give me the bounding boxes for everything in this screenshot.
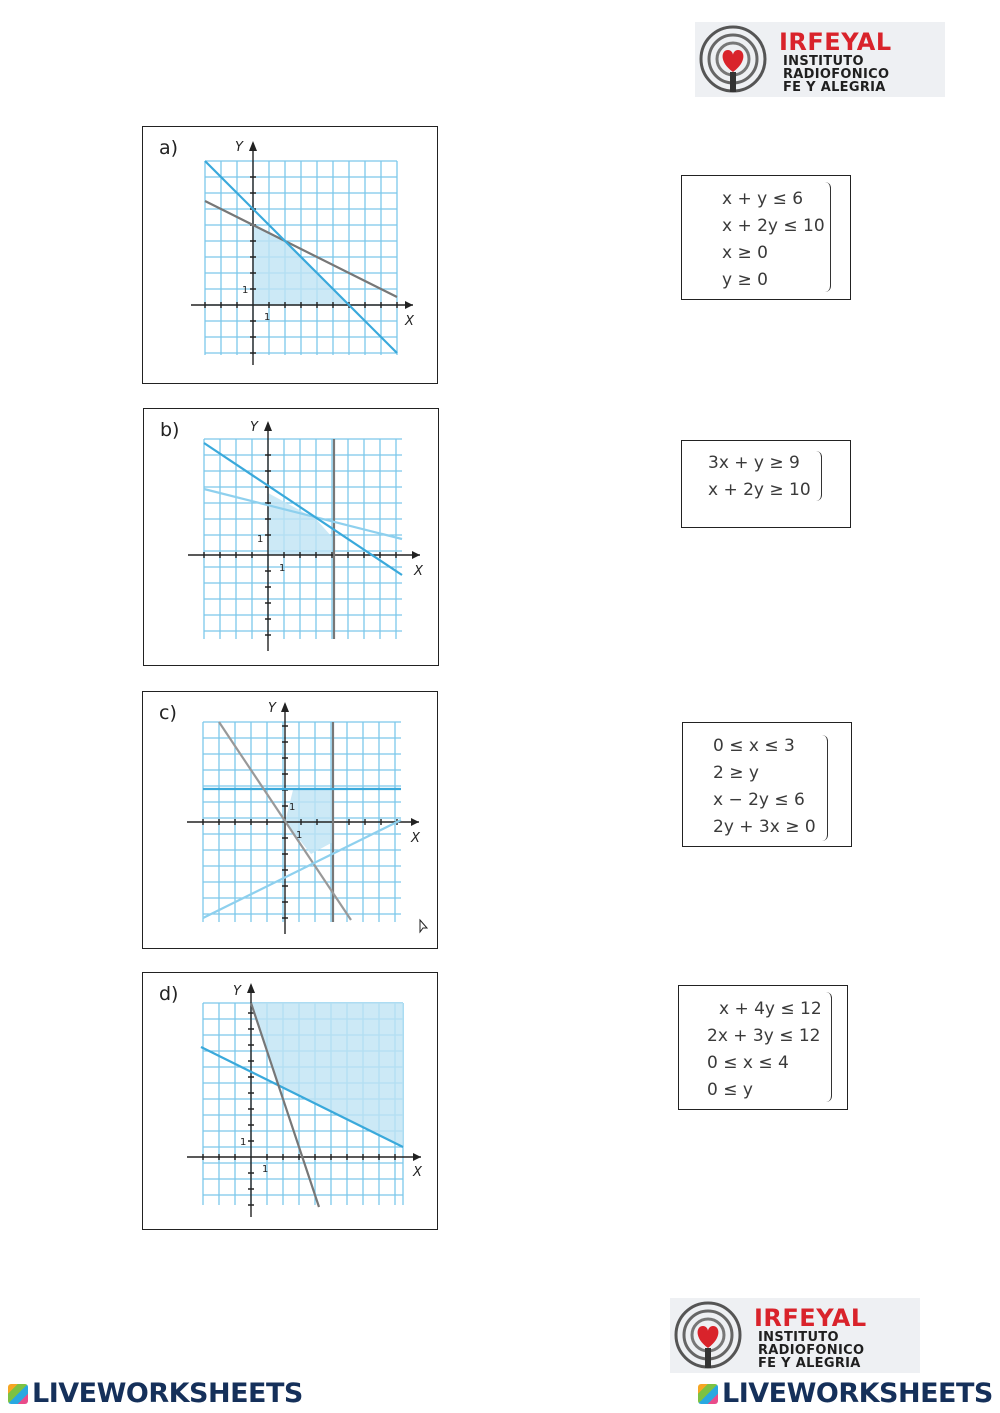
inequality: y ≥ 0 (722, 270, 768, 290)
irfeyal-logo-bottom (670, 1298, 920, 1373)
tick-y-label: 1 (240, 1137, 247, 1148)
inequality: x + 2y ≤ 10 (722, 216, 825, 236)
graph-a-svg (143, 127, 439, 385)
graph-b-svg (144, 409, 440, 667)
tick-x-label: 1 (279, 563, 286, 574)
graph-d-svg (143, 973, 439, 1231)
brace (815, 451, 822, 501)
graph-panel-b (143, 408, 439, 666)
logo-line-3: FE Y ALEGRIA (758, 1356, 861, 1371)
tick-x-label: 1 (264, 312, 271, 323)
axis-x-label: X (405, 314, 414, 329)
inequality: x ≥ 0 (722, 243, 768, 263)
logo-line-1: INSTITUTO (783, 54, 864, 69)
tick-x-label: 1 (262, 1164, 269, 1175)
brace (824, 182, 831, 292)
panel-label: d) (159, 983, 179, 1005)
axis-y-label: Y (250, 420, 258, 435)
cursor-icon (420, 920, 427, 932)
inequality: x + 2y ≥ 10 (708, 480, 811, 500)
inequality: 0 ≤ y (707, 1080, 753, 1100)
inequality: 2y + 3x ≥ 0 (713, 817, 816, 837)
graph-panel-c (142, 691, 438, 949)
axis-y-label: Y (268, 701, 276, 716)
feasible-region (251, 1003, 403, 1147)
axis-x-label: X (413, 1165, 422, 1180)
system-box-1[interactable] (681, 175, 851, 300)
system-box-2[interactable] (681, 440, 851, 528)
irfeyal-logo-top (695, 22, 945, 97)
panel-label: c) (159, 702, 177, 724)
footer-text: LIVEWORKSHEETS (32, 1378, 303, 1409)
inequality: 2 ≥ y (713, 763, 759, 783)
inequality: x − 2y ≤ 6 (713, 790, 805, 810)
system-box-4[interactable] (678, 985, 848, 1110)
inequality: 2x + 3y ≤ 12 (707, 1026, 821, 1046)
logo-line-2: RADIOFONICO (758, 1343, 865, 1358)
inequality: x + 4y ≤ 12 (719, 999, 822, 1019)
axis-y-label: Y (233, 984, 241, 999)
graph-panel-a (142, 126, 438, 384)
inequality: 0 ≤ x ≤ 4 (707, 1053, 789, 1073)
panel-label: b) (160, 419, 180, 441)
tick-y-label: 1 (289, 802, 296, 813)
axis-x-label: X (414, 564, 423, 579)
inequality: 0 ≤ x ≤ 3 (713, 736, 795, 756)
logo-line-1: INSTITUTO (758, 1330, 839, 1345)
liveworksheets-logo-icon (698, 1384, 718, 1404)
axis-y-label: Y (235, 140, 243, 155)
brace (825, 992, 832, 1102)
logo-line-3: FE Y ALEGRIA (783, 80, 886, 95)
radio-logo-icon (695, 22, 775, 97)
footer-liveworksheets-left (8, 1378, 303, 1409)
axis-x-label: X (411, 831, 420, 846)
liveworksheets-logo-icon (8, 1384, 28, 1404)
tick-y-label: 1 (257, 534, 264, 545)
tick-x-label: 1 (296, 830, 303, 841)
inequality: x + y ≤ 6 (722, 189, 804, 209)
axes (191, 143, 413, 365)
logo-brand: IRFEYAL (779, 28, 892, 56)
graph-c-svg (143, 692, 439, 950)
footer-liveworksheets-right (698, 1378, 993, 1409)
inequality: 3x + y ≥ 9 (708, 453, 800, 473)
panel-label: a) (159, 137, 179, 159)
logo-line-2: RADIOFONICO (783, 67, 890, 82)
footer-text: LIVEWORKSHEETS (722, 1378, 993, 1409)
graph-panel-d (142, 972, 438, 1230)
tick-y-label: 1 (242, 285, 249, 296)
system-box-3[interactable] (682, 722, 852, 847)
radio-logo-icon (670, 1298, 750, 1373)
brace (821, 735, 828, 841)
logo-brand: IRFEYAL (754, 1304, 867, 1332)
